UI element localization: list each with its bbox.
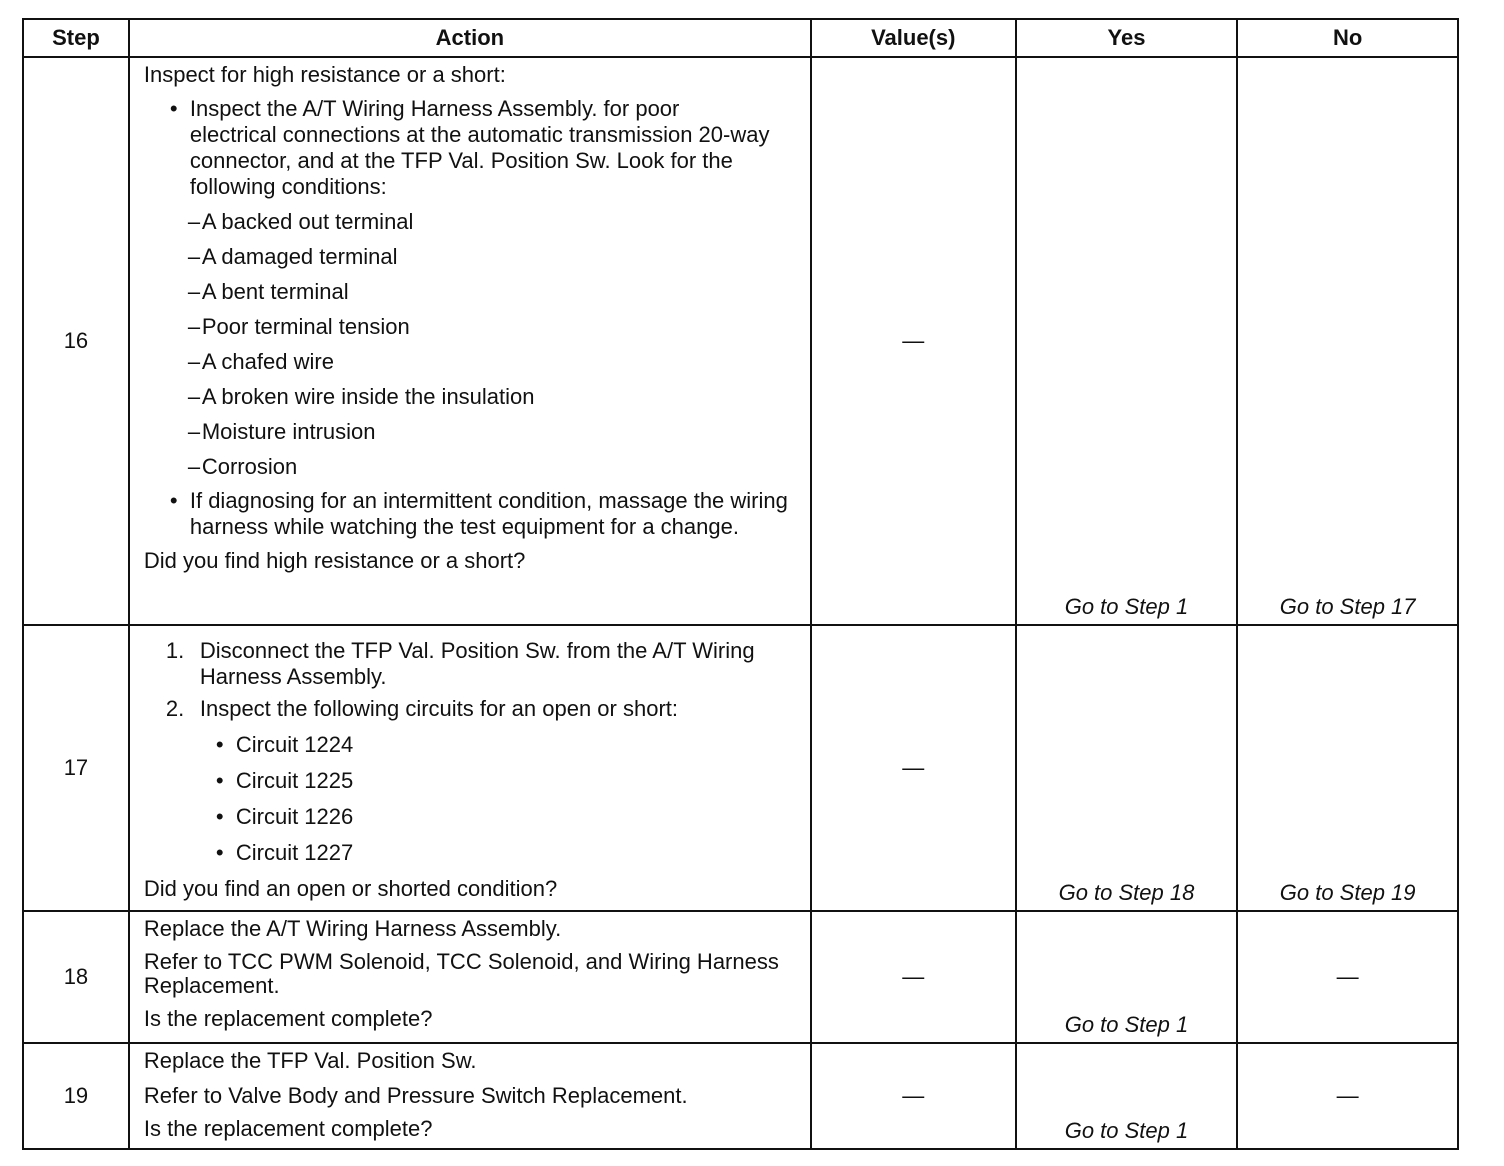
table-row-step-16 bbox=[24, 58, 1457, 626]
step-num: 1. bbox=[165, 638, 185, 663]
value-cell bbox=[812, 58, 1017, 624]
step-num: 2. bbox=[165, 696, 185, 721]
numbered-step bbox=[144, 696, 800, 722]
condition-item: – A bent terminal bbox=[144, 279, 800, 305]
step-number: 16 bbox=[24, 58, 130, 624]
action-question: Did you find high resistance or a short? bbox=[143, 548, 526, 573]
action-intro: Inspect for high resistance or a short: bbox=[143, 62, 506, 87]
circuit-item: • Circuit 1225 bbox=[144, 768, 800, 794]
yes-cell bbox=[1017, 626, 1239, 910]
header-values: Value(s) bbox=[812, 20, 1017, 56]
no-cell bbox=[1238, 912, 1457, 1042]
action-cell bbox=[130, 912, 812, 1042]
header-step: Step bbox=[24, 20, 130, 56]
value-cell bbox=[812, 626, 1017, 910]
no-goto: Go to Step 19 bbox=[1279, 880, 1416, 905]
diagnostic-table bbox=[22, 18, 1459, 1150]
condition-item: – A broken wire inside the insulation bbox=[144, 384, 800, 410]
action-bullet: • Inspect the A/T Wiring Harness Assembly. for poor electrical connections at the automatic transmission 20-way connector, and at the TFP Val. Position Sw. Look for the following conditions: bbox=[144, 96, 800, 200]
numbered-step bbox=[144, 638, 800, 690]
table-row-step-18 bbox=[24, 912, 1457, 1044]
value-dash: — bbox=[902, 328, 925, 353]
yes-goto: Go to Step 18 bbox=[1058, 880, 1195, 905]
value-cell bbox=[812, 912, 1017, 1042]
condition-item: – A damaged terminal bbox=[144, 244, 800, 270]
step-text: Inspect the following circuits for an open or short: bbox=[199, 696, 678, 721]
value-cell bbox=[812, 1044, 1017, 1148]
action-bullet: • If diagnosing for an intermittent condition, massage the wiring harness while watching the test equipment for a change. bbox=[144, 488, 800, 540]
no-goto: Go to Step 17 bbox=[1279, 594, 1416, 619]
value-dash: — bbox=[902, 964, 925, 989]
no-cell bbox=[1238, 58, 1457, 624]
action-line: Refer to TCC PWM Solenoid, TCC Solenoid, and Wiring Harness Replacement. bbox=[143, 949, 779, 998]
action-question: Is the replacement complete? bbox=[143, 1006, 433, 1031]
circuit-item: • Circuit 1224 bbox=[144, 732, 800, 758]
yes-cell bbox=[1017, 912, 1239, 1042]
condition-item: – Moisture intrusion bbox=[144, 419, 800, 445]
condition-item: – A backed out terminal bbox=[144, 209, 800, 235]
action-line: Replace the TFP Val. Position Sw. bbox=[143, 1048, 477, 1073]
step-number: 19 bbox=[24, 1044, 130, 1148]
table-row-step-17 bbox=[24, 626, 1457, 912]
no-dash: — bbox=[1336, 964, 1359, 989]
action-question: Is the replacement complete? bbox=[143, 1116, 433, 1141]
circuit-item: • Circuit 1227 bbox=[144, 840, 800, 866]
circuit-item: • Circuit 1226 bbox=[144, 804, 800, 830]
action-cell bbox=[130, 58, 812, 624]
yes-goto: Go to Step 1 bbox=[1064, 1118, 1189, 1143]
action-cell bbox=[130, 626, 812, 910]
value-dash: — bbox=[902, 1083, 925, 1108]
step-text: Disconnect the TFP Val. Position Sw. from the A/T Wiring Harness Assembly. bbox=[199, 638, 755, 689]
action-question: Did you find an open or shorted condition? bbox=[143, 876, 558, 901]
no-dash: — bbox=[1336, 1083, 1359, 1108]
step-number: 17 bbox=[24, 626, 130, 910]
condition-item: – Poor terminal tension bbox=[144, 314, 800, 340]
condition-item: – A chafed wire bbox=[144, 349, 800, 375]
yes-goto: Go to Step 1 bbox=[1064, 1012, 1189, 1037]
header-yes: Yes bbox=[1017, 20, 1239, 56]
table-header-row bbox=[24, 20, 1457, 58]
header-no: No bbox=[1332, 25, 1363, 50]
yes-cell bbox=[1017, 1044, 1239, 1148]
header-action: Action bbox=[130, 20, 812, 56]
step-number: 18 bbox=[24, 912, 130, 1042]
no-cell bbox=[1238, 1044, 1457, 1148]
value-dash: — bbox=[902, 755, 925, 780]
yes-cell bbox=[1017, 58, 1239, 624]
yes-goto: Go to Step 1 bbox=[1064, 594, 1189, 619]
table-row-step-19 bbox=[24, 1044, 1457, 1148]
action-cell bbox=[130, 1044, 812, 1148]
condition-item: – Corrosion bbox=[144, 454, 800, 480]
no-cell bbox=[1238, 626, 1457, 910]
action-line: Replace the A/T Wiring Harness Assembly. bbox=[143, 916, 562, 941]
action-line: Refer to Valve Body and Pressure Switch Replacement. bbox=[143, 1083, 688, 1108]
